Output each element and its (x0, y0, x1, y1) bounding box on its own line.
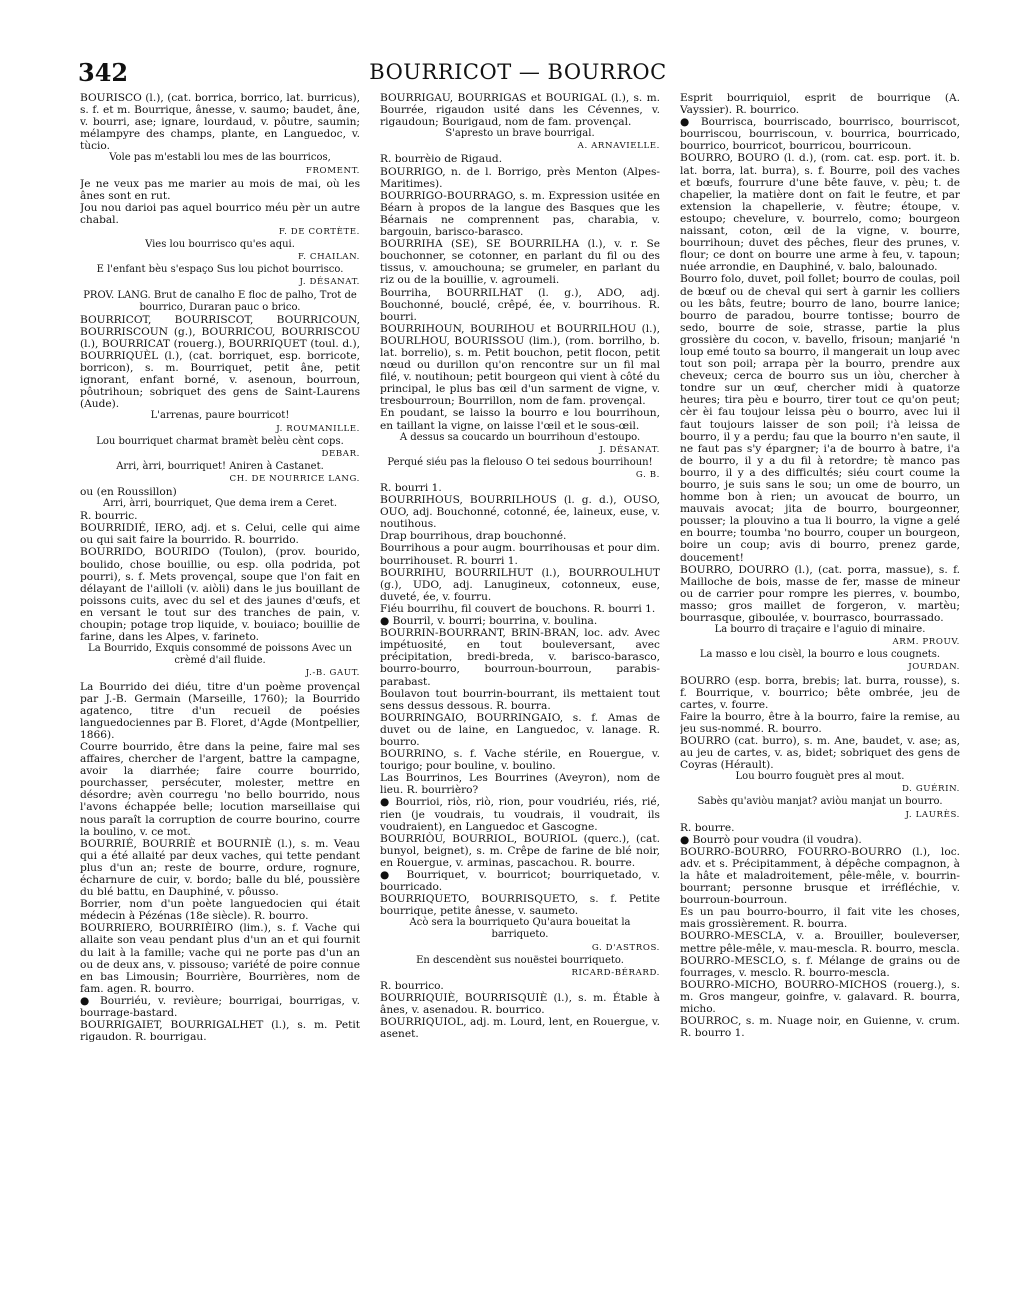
entry-paragraph: R. bourre. (680, 821, 735, 834)
citation-line: Arri, àrri, bourriquet! Aniren à Castanet. (116, 460, 324, 472)
citation-line: Perqué siéu pas la flelouso O tei sedous bourrihoun! (387, 456, 653, 468)
citation-source: CH. DE NOURRICE LANG. (229, 473, 360, 484)
entry-paragraph: Drap bourrihous, drap bouchonné. (380, 530, 567, 543)
entry-paragraph: BOURRINO, s. f. Vache stérile, en Rouergue, v. tourigo; pour bouline, v. boulino. (380, 748, 660, 773)
entry-paragraph: BOURRINGAIO, BOURRINGAIO, s. f. Amas de duvet ou de laine, en Languedoc, v. lanage. R. bourro. (380, 711, 660, 748)
entry-paragraph: R. bourrèio de Rigaud. (380, 153, 503, 166)
entry-paragraph: BOURRO-MICHO, BOURRO-MICHOS (rouerg.), s. m. Gros mangeur, goinfre, v. galavard. R. bourra, micho. (680, 978, 960, 1016)
entry-paragraph: ● Bourriéu, v. revièure; bourrigai, bourrigas, v. bourrage-bastard. (80, 994, 360, 1020)
entry-paragraph: BOURRIDO, BOURIDO (Toulon), (prov. bourido, boulido, chose bouillie, ou esp. olla podrida, pot pourri), s. f. Mets provençal, soupe que l'on fait en délayant de l'ailloli (v. aiòli) dans le jus bouillant de poissons cuits, avec du sel et des jaunes d'œufs, et en versant le tout sur des tranches de pain, v. choupin; potage trop liquide, v. bouiaco; bouillie de farine, dans les Alpes, v. farineto. (80, 546, 360, 644)
entry-paragraph: BOURRIÉ, BOURRIÈ et BOURNIÈ (l.), s. m. Veau qui a été allaité par deux vaches, qui tette pendant plus d'un an; reste de bourre, ordure, rognure, écharnure de cuir, v. bordo; balle du blé, poussière du blé battu, en Dauphiné, v. pôusso. (80, 837, 360, 899)
citation-source: D. GUÉRIN. (902, 784, 960, 795)
entry-paragraph: BOURRO-BOURRO, FOURRO-BOURRO (l.), loc. adv. et s. Précipitamment, à dépêche compagnon, à la hâte et maladroitement, pêle-mêle, v. bourrin-bourrant; personne brusque et irréfléchie, v. bourroun-bourroun. (680, 845, 960, 907)
column-2 (380, 92, 660, 1292)
entry-paragraph: ● Bourrò pour voudra (il voudra). (680, 833, 862, 846)
page-number: 342 (78, 58, 129, 87)
entry-paragraph: BOURRIHOUS, BOURRILHOUS (l. g. d.), OUSO, OUO, adj. Bouchonné, cotonné, ée, laineux, euse, v. noutihous. (380, 494, 660, 531)
entry-paragraph: BOURRIÒU, BOURRIOL, BOURIOL (querc.), (cat. bunyol, beignet), s. m. Crêpe de farine de blé noir, en Rouergue, v. arminas, pascachou. R. bourre. (380, 832, 660, 869)
citation-line: Vole pas m'establi lou mes de las bourricos, (109, 152, 331, 164)
entry-paragraph: R. bourric. (80, 510, 138, 523)
citation-source: J. DÉSANAT. (599, 444, 660, 455)
entry-paragraph: Boulavon tout bourrin-bourrant, ils mettaient tout sens dessus dessous. R. bourra. (380, 687, 660, 712)
citation-line: A dessus sa coucardo un bourrihoun d'estoupo. (399, 431, 641, 443)
entry-paragraph: BOURRIHA (SE), SE BOURRILHA (l.), v. r. Se bouchonner, se cotonner, en parlant du fil ou des tissus, v. amouchouna; se grumeler, en parlant du riz ou de la bouillie, v. agroumeli. (380, 238, 660, 287)
entry-paragraph: Es un pau bourro-bourro, il fait vite les choses, mais grossièrement. R. bourra. (680, 906, 960, 931)
citation-source: ARM. PROUV. (892, 637, 960, 648)
entry-paragraph: BOURRO, BOURO (l. d.), (rom. cat. esp. port. it. b. lat. borra, lat. burra), s. f. Bourre, poil des vaches et bœufs, fourrure d'une bête fauve, v. pèu; t. de chapelier, la matière dont on fait le feutre, et par extension la chapellerie, v. fèutre; étoupe, v. estoupo; chevelure, v. bourrelo, como; bourgeon naissant, coton, œil de la vigne, v. bourre, bourrihoun; duvet des pêches, fleur des prunes, v. flour; ce dont on bourre une arme à feu, v. tapoun; nuée arrondie, en Dauphiné, v. balo, balounado. (680, 152, 960, 274)
entry-paragraph: BOURRO (esp. borra, brebis; lat. burra, rousse), s. f. Bourrique, v. bourrico; bête ombrée, jeu de cartes, v. fourre. (680, 674, 960, 711)
citation-source: J. DÉSANAT. (299, 277, 360, 288)
entry-paragraph: Jou nou darioi pas aquel bourrico méu pèr un autre chabal. (80, 201, 360, 226)
entry-paragraph: BOURRIGAU, BOURRIGAS et BOURIGAL (l.), s. m. Bourrée, rigaudon usité dans les Cévennes, v. rigaudoun; Bourigaud, nom de fam. provençal. (380, 92, 660, 129)
text-columns (80, 92, 960, 1292)
entry-paragraph: BOURRIHOUN, BOURIHOU et BOURRILHOU (l.), BOURLHOU, BOURISSOU (lim.), (rom. borrilho, b. lat. borrelio), s. m. Petit bouchon, petit flocon, petit nœud ou durillon qu'on rencontre sur un fil mal filé, v. noutihoun; petit bourgeon qui vient à côté du principal, le plus bas œil d'un sarment de vigne, v. tresbourroun; Bourrillon, nom de fam. provençal. (380, 322, 660, 408)
running-head: BOURRICOT — BOURROC (369, 60, 667, 84)
citation-line: En descendènt sus nouëstei bourriqueto. (416, 954, 624, 966)
citation-source: F. DE CORTÈTE. (278, 227, 360, 238)
citation-line: Lou bourro fouguèt pres al mout. (735, 771, 905, 783)
column-3 (680, 92, 960, 1292)
entry-paragraph: ● Bourrisca, bourriscado, bourrisco, bourriscot, bourriscou, bourriscoun, v. bourrica, bourricado, bourrico, bourricot, bourricou, bourricoun. (680, 116, 960, 153)
citation-line: Vies lou bourrisco qu'es aqui. (145, 239, 295, 251)
entry-paragraph: La Bourrido dei diéu, titre d'un poème provençal par J.-B. Germain (Marseille, 1760); la Bourrido agatenco, titre d'un recueil de poésies languedociennes par B. Floret, d'Agde (Montpellier, 1866). (80, 680, 360, 741)
entry-paragraph: ● Bourriquet, v. bourricot; bourriquetado, v. bourricado. (380, 869, 660, 894)
entry-paragraph: BOURRIDIÉ, IERO, adj. et s. Celui, celle qui aime ou qui sait faire la bourrido. R. bourrido. (80, 522, 360, 547)
entry-paragraph: BOURRO (cat. burro), s. m. Ane, baudet, v. ase; as, au jeu de cartes, v. as, bidet; sobriquet des gens de Coyras (Hérault). (680, 734, 960, 772)
citation-source: F. CHAILAN. (298, 252, 360, 263)
entry-paragraph: Bourrihous a pour augm. bourrihousas et pour dim. bourrihouset. R. bourri 1. (380, 542, 660, 567)
entry-paragraph: Borrier, nom d'un poète languedocien qui était médecin à Pézénas (18e siècle). R. bourro. (80, 898, 360, 923)
citation-line: PROV. LANG. Brut de canalho E floc de palho, Trot de bourrico, Duraran pauc o brico. (83, 289, 357, 313)
entry-paragraph: BOURRIGO-BOURRAGO, s. m. Expression usitée en Béarn à propos de la langue des Basques que les Béarnais ne comprennent pas, charabia, v. bargouin, barisco-barasco. (380, 189, 660, 239)
entry-paragraph: Courre bourrido, être dans la peine, faire mal ses affaires, chercher de l'argent, battre la campagne, avoir la diarrhée; faire courre bourrido, pourchasser, persécuter, molester, mettre en désordre; avèn courregu 'no bello bourrido, nous l'avons échappée belle; locution marseillaise qui nous paraît la corruption de courre bourino, courre la boulino, v. ce mot. (80, 740, 360, 838)
entry-paragraph: En poudant, se laisso la bourro e lou bourrihoun, en taillant la vigne, on laisse l'œil et le sous-œil. (380, 407, 660, 432)
citation-source: J.-B. GAUT. (305, 668, 360, 679)
citation-source: G. B. (635, 469, 660, 480)
citation-line: Arri, àrri, bourriquet, Que dema irem a Ceret. (102, 498, 337, 510)
entry-paragraph: R. bourrico. (380, 979, 444, 992)
citation-source: RICARD-BÉRARD. (571, 967, 660, 978)
citation-line: Lou bourriquet charmat bramèt belèu cènt cops. (96, 435, 344, 447)
citation-source: G. D'ASTROS. (591, 942, 660, 953)
citation-line: La Bourrido, Exquis consommé de poissons Avec un crèmé d'ail fluide. (88, 643, 352, 667)
entry-paragraph: BOURRIQUETO, BOURRISQUETO, s. f. Petite bourrique, petite ânesse, v. saumeto. (380, 893, 660, 918)
entry-paragraph: BOURROC, s. m. Nuage noir, en Guienne, v. crum. R. bourro 1. (680, 1015, 960, 1040)
entry-paragraph: ou (en Roussillon) (80, 486, 177, 498)
entry-paragraph: BOURRIQUIOL, adj. m. Lourd, lent, en Rouergue, v. asenet. (380, 1016, 660, 1041)
citation-line: L'arrenas, paure bourricot! (150, 410, 290, 422)
column-1 (80, 92, 360, 1292)
citation-source: JOURDAN. (908, 662, 960, 673)
page-header (78, 58, 958, 88)
entry-paragraph: Je ne veux pas me marier au mois de mai, où les ânes sont en rut. (80, 177, 360, 202)
entry-paragraph: BOURRIHU, BOURRILHUT (l.), BOURROULHUT (g.), UDO, adj. Lanugineux, cotonneux, euse, duveté, ée, v. fourru. (380, 566, 660, 603)
entry-paragraph: BOURRO, DOURRO (l.), (cat. porra, massue), s. f. Mailloche de bois, masse de fer, masse de mineur ou de carrier pour rompre les pierres, v. boumbo, masso; gros maillet de forgeron, v. martèu; bourrasque, giboulée, v. bourrasco, bourrassado. (680, 563, 960, 625)
entry-paragraph: BOURRICOT, BOURRISCOT, BOURRICOUN, BOURRISCOUN (g.), BOURRICOU, BOURRISCOU (l.), BOURRICAT (rouerg.), BOURRIQUET (toul. d.), BOURRIQUÈL (l.), (cat. borriquet, esp. borricote, borricon), s. m. Bourriquet, petit âne, petit ignorant, enfant borné, v. asenoun, bourroun, pôutrihoun; sobriquet des gens de Saint-Laurens (Aude). (80, 313, 360, 411)
citation-line: La masso e lou cisèl, la bourro e lous cougnets. (699, 649, 941, 661)
entry-paragraph: R. bourri 1. (380, 482, 442, 494)
entry-paragraph: Esprit bourriquiol, esprit de bourrique (A. Vayssier). R. bourrico. (680, 92, 960, 117)
entry-paragraph: Las Bourrinos, Les Bourrines (Aveyron), nom de lieu. R. bourrièro? (380, 772, 660, 797)
citation-line: La bourro di traçaire e l'aguio di minaire. (714, 624, 926, 636)
citation-line: Acò sera la bourriqueto Qu'aura boueitat la barriqueto. (409, 917, 631, 941)
entry-paragraph: BOURRO-MESCLA, v. a. Brouiller, bouleverser, mettre pêle-mêle, v. mau-mescla. R. bourro, mescla. (680, 930, 960, 955)
entry-paragraph: BOURRIQUIÈ, BOURRISQUIÈ (l.), s. m. Étable à ânes, v. asenadou. R. bourrico. (380, 991, 660, 1017)
entry-paragraph: Bourro folo, duvet, poil follet; bourro de coulas, poil de bœuf ou de cheval qui sert à garnir les colliers ou les bâts, feutre; bourro de lano, bourre lanice; bourro de paradou, bourre tontisse; bourro de sedo, bourre de soie, strasse, partie la plus grossière du cocon, v. bavello, frisoun; manjarié 'n loup emé touto sa bourro, il mangerait un loup avec tout son poil; arrapa pèr la bourro, prendre aux cheveux; cerca de bourro sus un iòu, chercher à tondre sur un œuf, chercher midi à quatorze heures; tira pèu e bourro, tirer tout ce qu'on peut; cèr èi fau toujour leissa pèu o bourro, avec lui il faut toujours laisser de son poil; i'à leissa de bourro, il y a perdu; fau que la bourro n'en saute, il ne faut pas s'y épargner; i'a de bourro à batre, i'a de bourro, il y a du fil à retordre; tè manco pas bourro, il y a des difficultés; siéu court coume la bourro, je suis sans le sou; un ome de bourro, un homme bon à rien; un avoucat de bourro, un mauvais avocat; jita de bourro, bourgeonner, pousser; la plouvino a tua li bourro, la vigne a gelé en bourre; toumba 'no bourro, couper un bourgeon, boire un coup; avis di bourro, prenez garde, doucement! (680, 273, 960, 564)
citation-line: S'apresto un brave bourrigal. (445, 128, 595, 140)
entry-paragraph: BOURISCO (l.), (cat. borrica, borrico, lat. burricus), s. f. et m. Bourrique, ânesse, v. saumo; baudet, âne, v. bourri, ase; ignare, lourdaud, v. pôutre, saumin; mélampyre des champs, plante, en Languedoc, v. tùcio. (80, 92, 360, 153)
entry-paragraph: Fiéu bourrihu, fil couvert de bouchons. R. bourri 1. (380, 602, 656, 615)
entry-paragraph: Bourriha, BOURRILHAT (l. g.), ADO, adj. Bouchonné, bouclé, crêpé, ée, v. bourrihous. R. bourri. (380, 286, 660, 323)
entry-paragraph: Faire la bourro, être à la bourro, faire la remise, au jeu sus-nommé. R. bourro. (680, 710, 960, 735)
entry-paragraph: ● Bourril, v. bourri; bourrina, v. boulina. (380, 615, 598, 628)
citation-source: J. LAURÈS. (905, 809, 960, 820)
entry-paragraph: BOURRIGAIET, BOURRIGALHET (l.), s. m. Petit rigaudon. R. bourrigau. (80, 1019, 360, 1044)
citation-line: E l'enfant bèu s'espaço Sus lou pichot bourrisco. (96, 264, 344, 276)
entry-paragraph: BOURRIN-BOURRANT, BRIN-BRAN, loc. adv. Avec impétuosité, en tout bouleversant, avec précipitation, bredi-breda, v. barisco-barasco, bourro-bourro, bourroun-bourroun, parabis-parabast. (380, 627, 660, 688)
entry-paragraph: BOURRIGO, n. de l. Borrigo, près Menton (Alpes-Maritimes). (380, 165, 660, 190)
entry-paragraph: BOURRIERO, BOURRIÈIRO (lim.), s. f. Vache qui allaite son veau pendant plus d'un an et qui fournit du lait à la famille; vache qui ne porte pas d'un an ou de deux ans, v. pissouso; variété de poire connue en bas Limousin; Bourrière, Bourrières, nom de fam. agen. R. bourro. (80, 922, 360, 995)
citation-source: J. ROUMANILLE. (276, 423, 360, 434)
entry-paragraph: BOURRO-MESCLO, s. f. Mélange de grains ou de fourrages, v. mesclo. R. bourro-mescla. (680, 954, 960, 979)
citation-line: Sabès qu'aviòu manjat? aviòu manjat un bourro. (697, 796, 943, 808)
entry-paragraph: ● Bourrioi, riòs, riò, rion, pour voudriéu, riés, rié, rien (je voudrais, tu voudrais, il voudrait, ils voudraient), en Languedoc et Gascogne. (380, 796, 660, 833)
citation-source: DEBAR. (321, 448, 360, 459)
citation-source: FROMENT. (305, 165, 360, 176)
citation-source: A. ARNAVIELLE. (577, 141, 660, 152)
